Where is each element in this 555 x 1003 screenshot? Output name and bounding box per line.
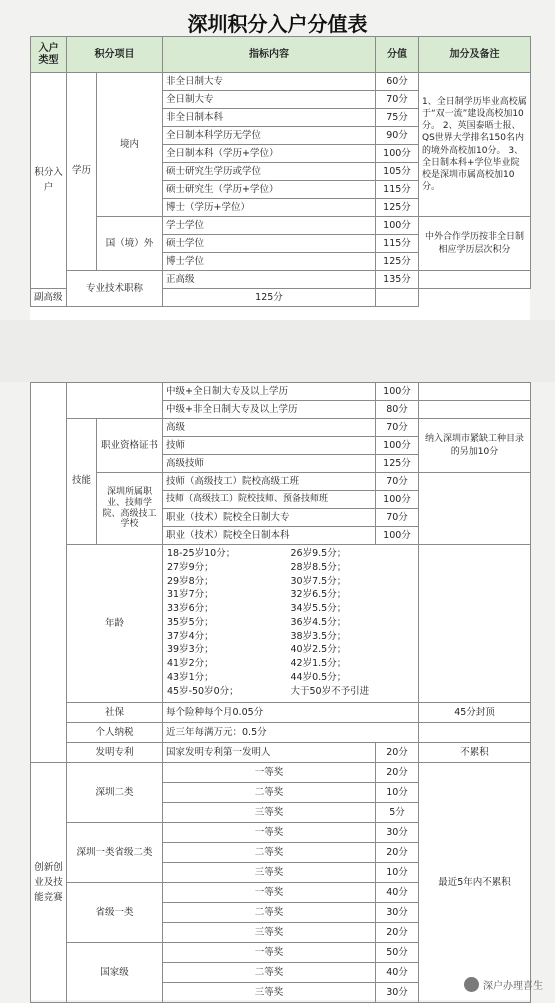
patent-label: 发明专利 <box>67 743 163 763</box>
age-right-item: 32岁6.5分； <box>290 589 347 601</box>
age-left-item: 33岁6分； <box>167 603 214 615</box>
age-right-item: 28岁8.5分； <box>290 561 347 573</box>
award-score: 5分 <box>376 803 419 823</box>
cert-row-content: 高级 <box>163 419 376 437</box>
edu-row-score: 105分 <box>376 163 419 181</box>
edu-row-score: 60分 <box>376 73 419 91</box>
school-row-score: 70分 <box>376 509 419 527</box>
award-score: 40分 <box>376 963 419 983</box>
edu-row-content: 全日制大专 <box>163 91 376 109</box>
innovation-level-label: 深圳二类 <box>67 763 163 823</box>
award-score: 10分 <box>376 783 419 803</box>
header-content: 指标内容 <box>163 37 376 73</box>
empty-note-cell <box>376 289 419 307</box>
school-row-content: 技师（高级技工）院校高级工班 <box>163 473 376 491</box>
award-content: 三等奖 <box>163 983 376 1003</box>
entry-type-label: 积分入户 <box>31 73 67 289</box>
edu-row-score: 70分 <box>376 91 419 109</box>
edu-row-content: 博士学位 <box>163 253 376 271</box>
age-right-item: 30岁7.5分； <box>290 575 347 587</box>
tax-content: 近三年每满万元：0.5分 <box>163 723 419 743</box>
age-right-item: 26岁9.5分； <box>290 548 347 559</box>
cert-note: 纳入深圳市紧缺工种目录的另加10分 <box>419 419 531 473</box>
edu-row-score: 100分 <box>376 145 419 163</box>
top-table-sheet <box>30 36 530 320</box>
edu-row-content: 全日制本科（学历+学位） <box>163 145 376 163</box>
award-score: 40分 <box>376 883 419 903</box>
edu-row-content: 硕士研究生（学历+学位） <box>163 181 376 199</box>
award-score: 30分 <box>376 983 419 1003</box>
page-gap <box>0 320 555 382</box>
skill-row-score: 100分 <box>376 383 419 401</box>
award-content: 二等奖 <box>163 783 376 803</box>
edu-label: 学历 <box>67 73 97 271</box>
score-table-top <box>30 36 531 307</box>
age-left-item: 45岁-50岁0分； <box>167 685 239 697</box>
award-content: 一等奖 <box>163 883 376 903</box>
edu-row-score: 125分 <box>376 199 419 217</box>
age-right-item: 44岁0.5分； <box>290 671 347 683</box>
cert-row-score: 125分 <box>376 455 419 473</box>
age-right-item: 大于50岁不予引进 <box>290 685 370 697</box>
age-right-item: 38岁3.5分； <box>290 630 347 642</box>
edu-note-2: 中外合作学历按非全日制相应学历层次积分 <box>419 217 531 271</box>
header-item: 积分项目 <box>67 37 163 73</box>
age-left-item: 31岁7分； <box>167 589 214 601</box>
edu-row-content: 博士（学历+学位） <box>163 199 376 217</box>
age-right-item: 42岁1.5分； <box>290 658 347 670</box>
skill-top-empty <box>67 383 163 419</box>
edu-row-content: 硕士研究生学历或学位 <box>163 163 376 181</box>
cert-row-score: 100分 <box>376 437 419 455</box>
age-left-item: 35岁5分； <box>167 616 214 628</box>
award-score: 10分 <box>376 863 419 883</box>
header-type: 入户类型 <box>31 37 67 73</box>
title-row-score: 125分 <box>163 289 376 307</box>
school-row-score: 100分 <box>376 491 419 509</box>
award-content: 一等奖 <box>163 763 376 783</box>
innovation-level-label: 深圳一类省级二类 <box>67 823 163 883</box>
edu-row-content: 非全日制大专 <box>163 73 376 91</box>
tax-label: 个人纳税 <box>67 723 163 743</box>
age-left-item: 18-25岁10分； <box>167 548 236 559</box>
innovation-level-label: 省级一类 <box>67 883 163 943</box>
school-row-content: 技师（高级技工）院校技师、预备技师班 <box>163 491 376 509</box>
age-label: 年龄 <box>67 545 163 703</box>
social-content: 每个险种每个月0.05分 <box>163 703 419 723</box>
age-right-item: 36岁4.5分； <box>290 616 347 628</box>
award-content: 二等奖 <box>163 963 376 983</box>
school-row-content: 职业（技术）院校全日制大专 <box>163 509 376 527</box>
score-table-bottom <box>30 382 531 1003</box>
edu-row-score: 75分 <box>376 109 419 127</box>
empty-note-cell <box>419 545 531 703</box>
age-left-list <box>167 547 291 698</box>
cert-label: 职业资格证书 <box>97 419 163 473</box>
empty-note-cell <box>419 383 531 401</box>
cert-row-content: 技师 <box>163 437 376 455</box>
patent-note: 不累积 <box>419 743 531 763</box>
empty-note-cell <box>419 723 531 743</box>
skill-group-label: 技能 <box>67 419 97 545</box>
award-score: 20分 <box>376 763 419 783</box>
header-note: 加分及备注 <box>419 37 531 73</box>
empty-note-cell <box>419 473 531 545</box>
award-content: 一等奖 <box>163 823 376 843</box>
age-left-item: 27岁9分； <box>167 561 214 573</box>
age-left-item: 41岁2分； <box>167 658 214 670</box>
title-prof-label: 专业技术职称 <box>67 271 163 307</box>
edu-row-content: 硕士学位 <box>163 235 376 253</box>
edu-row-content: 非全日制本科 <box>163 109 376 127</box>
empty-note-cell <box>419 271 531 289</box>
award-content: 二等奖 <box>163 843 376 863</box>
edu-row-score: 115分 <box>376 235 419 253</box>
award-score: 20分 <box>376 923 419 943</box>
age-left-item: 37岁4分； <box>167 630 214 642</box>
wechat-logo-icon <box>464 977 479 992</box>
innovation-note: 最近5年内不累积 <box>419 763 531 1003</box>
edu-row-score: 100分 <box>376 217 419 235</box>
award-score: 30分 <box>376 823 419 843</box>
social-note: 45分封顶 <box>419 703 531 723</box>
school-row-content: 职业（技术）院校全日制本科 <box>163 527 376 545</box>
watermark <box>464 977 543 992</box>
award-content: 二等奖 <box>163 903 376 923</box>
title-row-content: 副高级 <box>31 289 67 307</box>
edu-row-content: 全日制本科学历无学位 <box>163 127 376 145</box>
age-right-item: 34岁5.5分； <box>290 603 347 615</box>
title-row-content: 正高级 <box>163 271 376 289</box>
age-left-item: 43岁1分； <box>167 671 214 683</box>
bottom-table-sheet <box>30 382 530 1000</box>
skill-row-content: 中级+全日制大专及以上学历 <box>163 383 376 401</box>
edu-row-score: 115分 <box>376 181 419 199</box>
award-content: 三等奖 <box>163 863 376 883</box>
patent-score: 20分 <box>376 743 419 763</box>
bottom-left-border-col <box>31 383 67 763</box>
page-title: 深圳积分入户分值表 <box>187 12 368 36</box>
edu-foreign-label: 国（境）外 <box>97 217 163 271</box>
empty-note-cell <box>419 401 531 419</box>
award-score: 50分 <box>376 943 419 963</box>
award-score: 30分 <box>376 903 419 923</box>
age-right-item: 40岁2.5分； <box>290 644 347 656</box>
school-row-score: 100分 <box>376 527 419 545</box>
edu-row-score: 90分 <box>376 127 419 145</box>
edu-row-score: 125分 <box>376 253 419 271</box>
patent-content: 国家发明专利第一发明人 <box>163 743 376 763</box>
watermark-text: 深户办理喜生 <box>483 981 543 992</box>
social-label: 社保 <box>67 703 163 723</box>
skill-row-content: 中级+非全日制大专及以上学历 <box>163 401 376 419</box>
edu-row-content: 学士学位 <box>163 217 376 235</box>
skill-row-score: 80分 <box>376 401 419 419</box>
cert-row-content: 高级技师 <box>163 455 376 473</box>
innovation-group-label: 创新创业及技能竞赛 <box>31 763 67 1003</box>
edu-domestic-label: 境内 <box>97 73 163 217</box>
age-left-item: 39岁3分； <box>167 644 214 656</box>
school-row-score: 70分 <box>376 473 419 491</box>
award-content: 三等奖 <box>163 803 376 823</box>
innovation-level-label: 国家级 <box>67 943 163 1003</box>
award-content: 三等奖 <box>163 923 376 943</box>
edu-note-1: 1、全日制学历毕业高校属于“双一流”建设高校加10分。 2、英国泰晤士报、QS世界大学排名150名内的境外高校加10分。 3、全日制本科+学位毕业院校是深圳市属高校加10分。 <box>419 73 531 217</box>
cert-row-score: 70分 <box>376 419 419 437</box>
age-content <box>163 545 419 703</box>
age-left-item: 29岁8分； <box>167 575 214 587</box>
award-content: 一等奖 <box>163 943 376 963</box>
title-row-score: 135分 <box>376 271 419 289</box>
age-right-list <box>291 547 415 698</box>
award-score: 20分 <box>376 843 419 863</box>
header-score: 分值 <box>376 37 419 73</box>
school-label: 深圳所属职业、技师学院、高级技工学校 <box>97 473 163 545</box>
